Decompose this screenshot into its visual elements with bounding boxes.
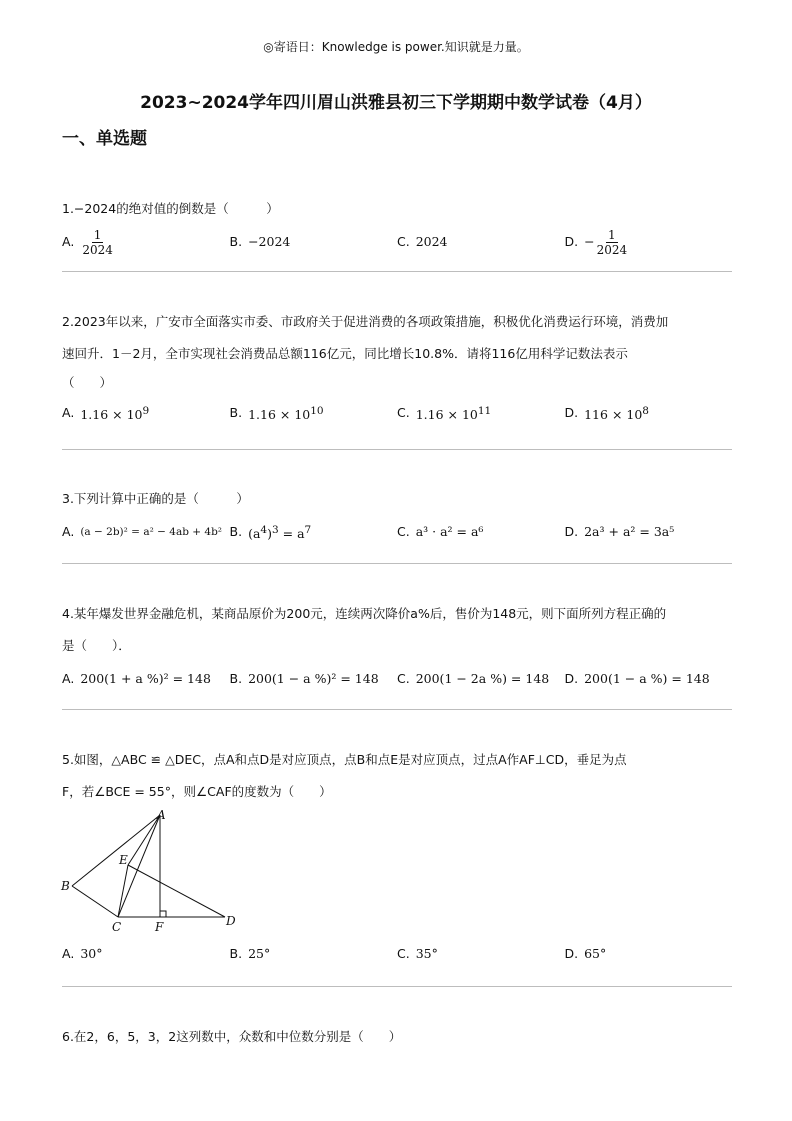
question-5-line-2: F，若∠BCE = 55°，则∠CAF的度数为（ ）: [62, 784, 332, 799]
divider: [62, 449, 732, 450]
option-d[interactable]: D. 2a³ + a² = 3a⁵: [564, 524, 675, 539]
option-c[interactable]: C. 200(1 − 2a %) = 148: [397, 671, 550, 686]
question-2: [62, 306, 732, 430]
option-d[interactable]: D. 65°: [564, 946, 607, 961]
question-4: [62, 598, 732, 696]
question-2-options: [62, 396, 732, 430]
option-a[interactable]: A. 30°: [62, 946, 103, 961]
option-d[interactable]: D. 200(1 − a %) = 148: [564, 671, 710, 686]
question-3-text: 3.下列计算中正确的是（ ）: [62, 491, 249, 506]
question-5-answers: [62, 937, 732, 971]
question-6: [62, 1021, 732, 1053]
question-6-text: 6.在2，6，5，3，2这列数中，众数和中位数分别是（ ）: [62, 1029, 402, 1044]
divider: [62, 709, 732, 710]
option-b[interactable]: B. $1.16 \times 10^{10}$: [229, 404, 324, 423]
question-1: [62, 193, 732, 259]
option-b[interactable]: B. 200(1 − a %)² = 148: [229, 671, 379, 686]
geometry-diagram: [60, 810, 250, 935]
option-b[interactable]: B. 25°: [229, 946, 271, 961]
question-1-options: [62, 225, 732, 259]
divider: [62, 986, 732, 987]
divider: [62, 271, 732, 272]
option-a[interactable]: A. (a − 2b)² = a² − 4ab + 4b²: [62, 524, 223, 539]
label-a: A: [157, 810, 166, 822]
question-5: [62, 744, 732, 808]
page-title: 2023~2024学年四川眉山洪雅县初三下学期期中数学试卷（4月）: [140, 93, 652, 113]
option-d[interactable]: D. $116 \times 10^8$: [564, 404, 649, 423]
label-e: E: [119, 853, 128, 867]
option-c[interactable]: C. a³ · a² = a⁶: [397, 524, 484, 539]
question-5-options: [62, 937, 732, 971]
section-heading: 一、单选题: [62, 129, 147, 149]
option-b[interactable]: B. $(a^4)^3 = a^7$: [229, 523, 312, 542]
option-a[interactable]: A. 200(1 + a %)² = 148: [62, 671, 211, 686]
option-c[interactable]: C. $1.16 \times 10^{11}$: [397, 404, 492, 423]
option-d[interactable]: D. − $\frac{1}{2024}$: [564, 227, 628, 257]
label-f: F: [155, 920, 164, 934]
question-1-text: 1.−2024的绝对值的倒数是（ ）: [62, 201, 279, 216]
question-4-line-1: 4.某年爆发世界金融危机，某商品原价为200元，连续两次降价a%后，售价为148元，则下面所列方程正确的: [62, 606, 667, 621]
motto: ◎寄语日：Knowledge is power.知识就是力量。: [263, 40, 529, 54]
label-b: B: [61, 879, 70, 893]
option-c[interactable]: C. 2024: [397, 234, 448, 249]
question-4-options: [62, 662, 732, 696]
question-5-line-1: 5.如图，△ABC ≌ △DEC，点A和点D是对应顶点，点B和点E是对应顶点，过点A作AF⊥CD，垂足为点: [62, 752, 627, 767]
question-3: [62, 483, 732, 549]
divider: [62, 563, 732, 564]
option-a[interactable]: A. $\frac{1}{2024}$: [62, 227, 113, 257]
question-2-line-1: 2.2023年以来，广安市全面落实市委、市政府关于促进消费的各项政策措施，积极优化消费运行环境，消费加: [62, 314, 669, 329]
question-2-line-2: 速回升．1－2月，全市实现社会消费品总额116亿元，同比增长10.8%．请将116亿用科学记数法表示: [62, 346, 628, 361]
label-d: D: [226, 914, 236, 928]
question-2-line-3: （ ）: [62, 375, 113, 390]
label-c: C: [112, 920, 122, 934]
question-4-line-2: 是（ ）．: [62, 638, 131, 653]
question-3-options: [62, 515, 732, 549]
option-a[interactable]: A. $1.16 \times 10^9$: [62, 404, 150, 423]
option-c[interactable]: C. 35°: [397, 946, 438, 961]
triangle-figure: [60, 810, 250, 939]
option-b[interactable]: B. −2024: [229, 234, 291, 249]
